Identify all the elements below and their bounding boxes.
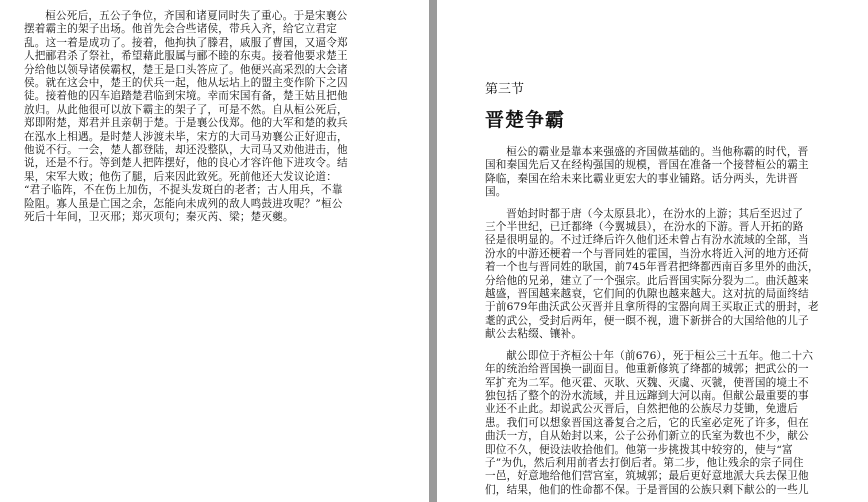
section-label: 第三节 — [485, 82, 525, 97]
left-paragraph-1: 桓公死后，五公子争位，齐国和诸夏同时失了重心。于是宋襄公 摆着霸主的架子出场。他首先会合些诸侯，带兵入齐，给它立君定 乱。这一着是成功了。接着，他拘执了滕君，戚服了曹国，又逼令郑 人把郦君杀了祭社，希望藉此服属与郦不睦的东夷。接着他要求楚王 分给他以领导诸侯霸权，楚王是口头答应了。他便兴高采烈的大会诸 侯。就在这会中，楚王的伏兵一起，他从坛坫上的盟主变作阶下之囚 徒。接着他的囚车追踏楚君临到宋境。幸而宋国有备，楚王姑且把他 放归。从此他很可以放下霸主的架子了，可是不然。自从桓公死后， 郑即附楚，郑君并且亲朝于楚。于是襄公伐郑。他的大军和楚的救兵 在泓水上相遇。是时楚人涉渡未毕，宋方的大司马劝襄公正好迎击， 他说不行。一会，楚人都登陆，却还没整队，大司马又劝他进击，他 说，还是不行。等到楚人把阵摆好，他的良心才容许他下进攻令。结 果，宋军大败；他伤了腿，后来因此致死。死前他还大发议论道： “君子临阵，不在伤上加伤，不捉头发斑白的老者；古人用兵，不靠 险阻。寡人虽是亡国之余，怎能向未成列的敌人鸣鼓进攻呢？”桓公 死后十年间，卫灭邢；郑灭项句；秦灭芮、梁；楚灭夔。 — [24, 10, 348, 224]
chapter-title: 晋楚争霸 — [485, 109, 566, 131]
right-page — [437, 0, 868, 502]
right-paragraph-1: 桓公的霸业是靠本来强盛的齐国做基础的。当他称霸的时代，晋 国和秦国先后又在经构强国的规模，晋国在准备一个接替桓公的霸主 降临，秦国在给未来比霸业更宏大的事业铺路。话分两头，先讲晋 国。 — [485, 146, 809, 199]
right-paragraph-2: 晋始封时都于唐（今太原县北），在汾水的上游；其后至迟过了 三个半世纪，已迁都绛（今翼城县），在汾水的下游。晋人开拓的路 径是很明显的。不过迁绛后许久他们还未曾占有汾水流域的全部，当 汾水的中游还梗着一个与晋同姓的霍国，当汾水将近入河的地方还荷 着一个也与晋同姓的耿国，前745年晋君把绛都西南百多里外的曲沃， 分给他的兄弟，建立了一个强宗。此后晋国实际分裂为二。曲沃越来 越盛，晋国越来越衰，它们间的仇隙也越来越大。这对抗的局面终结 于前679年曲沃武公灭晋并且拿所得的宝器向周王买取正式的册封，老 耄的武公，受封后两年，便一瞑不视，遗下新拼合的大国给他的儿子 献公去粘缀、镶补。 — [485, 207, 819, 341]
left-page — [0, 0, 429, 502]
right-paragraph-3: 献公即位于齐桓公十年（前676），死于桓公三十五年。他二十六 年的统治给晋国换一副面目。他重新修筑了绛都的城郭；把武公的一 军扩充为二军。他灭霍、灭耿、灭魏、灭虞、灭虢，使晋国的境土不 独包括了整个的汾水流域，并且远蹿到大河以南。但献公最重要的事 业还不止此。却说武公灭晋后，自然把他的公族尽力芟锄，免遗后 患。我们可以想象晋国这番复合之后，它的氏室必定死了许多，但在 曲沃一方，自从始封以来，公子公孙们新立的氏室为数也不少，献公 即位不久，便设法收拾他们。他第一步挑拨其中较穷的，使与“富 子”为仇，然后利用前者去打倒后者。第二步，他让残余的宗子同住 一邑，好意地给他们营宫室，筑城郭；最后更好意地派大兵去保卫他 们，结果，他们的性命都不保。于是晋国的公族只剩下献公的一些儿 — [485, 349, 814, 496]
